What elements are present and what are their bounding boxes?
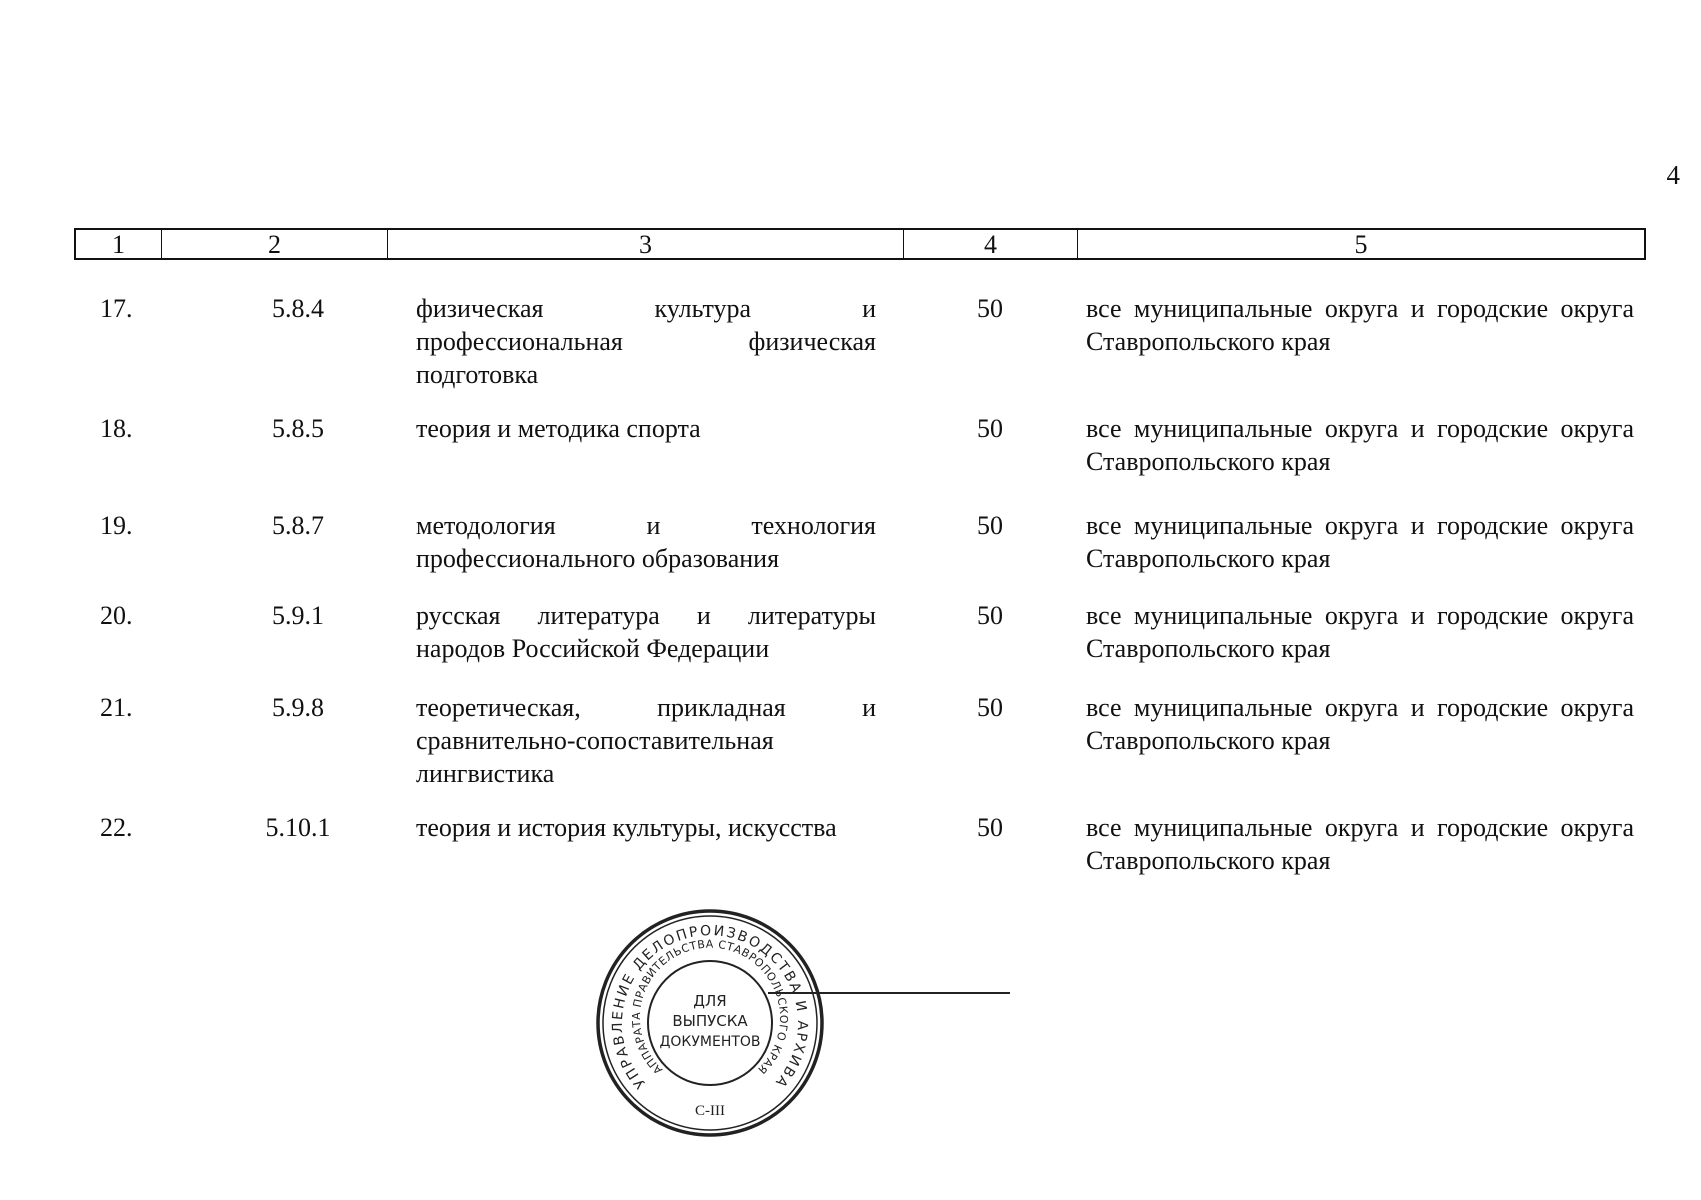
header-col-5: 5 — [1354, 230, 1368, 259]
row-code: 5.8.4 — [272, 294, 324, 323]
header-col-3: 3 — [388, 230, 904, 258]
row-number: 18. — [100, 414, 133, 443]
row-territory: все муниципальные округа и городские округа Ставропольского края — [1086, 813, 1634, 875]
row-number: 22. — [100, 813, 133, 842]
row-number: 19. — [100, 511, 133, 540]
stamp-center-line-2: ВЫПУСКА — [672, 1012, 748, 1030]
table-header — [74, 228, 1646, 260]
header-col-4: 4 — [904, 230, 1078, 258]
row-code: 5.10.1 — [265, 813, 331, 842]
row-territory: все муниципальные округа и городские округа Ставропольского края — [1086, 601, 1634, 663]
row-name: теория и история культуры, искусства — [416, 813, 837, 842]
row-code: 5.9.8 — [272, 693, 324, 722]
row-count: 50 — [977, 813, 1003, 842]
stamp-seal-icon — [555, 905, 1015, 1145]
header-col-2: 2 — [162, 230, 388, 258]
row-number: 21. — [100, 693, 133, 722]
official-stamp — [555, 905, 1015, 1145]
stamp-inner-text: АППАРАТА ПРАВИТЕЛЬСТВА СТАВРОПОЛЬСКОГО КРАЯ — [629, 937, 791, 1077]
table-row — [74, 599, 1642, 665]
row-count: 50 — [977, 414, 1003, 443]
row-code: 5.8.5 — [272, 414, 324, 443]
row-count: 50 — [977, 294, 1003, 323]
row-code: 5.9.1 — [272, 601, 324, 630]
row-count: 50 — [977, 693, 1003, 722]
row-number: 17. — [100, 294, 133, 323]
row-name: теоретическая, прикладная и сравнительно-сопоставительная лингвистика — [416, 693, 876, 788]
table-row — [74, 509, 1642, 575]
table-row — [74, 691, 1642, 790]
row-name: методология и технология профессионального образования — [416, 511, 876, 573]
row-territory: все муниципальные округа и городские округа Ставропольского края — [1086, 294, 1634, 356]
stamp-code: С-III — [695, 1103, 725, 1119]
row-territory: все муниципальные округа и городские округа Ставропольского края — [1086, 693, 1634, 755]
row-name: теория и методика спорта — [416, 414, 701, 443]
header-col-1: 1 — [76, 230, 162, 258]
row-name: физическая культура и профессиональная физическая подготовка — [416, 294, 876, 389]
row-territory: все муниципальные округа и городские округа Ставропольского края — [1086, 511, 1634, 573]
row-territory: все муниципальные округа и городские округа Ставропольского края — [1086, 414, 1634, 476]
page-number: 4 — [1666, 160, 1680, 190]
row-count: 50 — [977, 601, 1003, 630]
stamp-center-line-3: ДОКУМЕНТОВ — [659, 1034, 761, 1050]
row-name: русская литература и литературы народов Российской Федерации — [416, 601, 876, 663]
table-row — [74, 811, 1642, 877]
row-number: 20. — [100, 601, 133, 630]
row-code: 5.8.7 — [272, 511, 324, 540]
table-row — [74, 412, 1642, 478]
stamp-center-line-1: ДЛЯ — [693, 992, 727, 1010]
row-count: 50 — [977, 511, 1003, 540]
stamp-outer-text: УПРАВЛЕНИЕ ДЕЛОПРОИЗВОДСТВА И АРХИВА — [609, 922, 811, 1092]
table-row — [74, 292, 1642, 391]
